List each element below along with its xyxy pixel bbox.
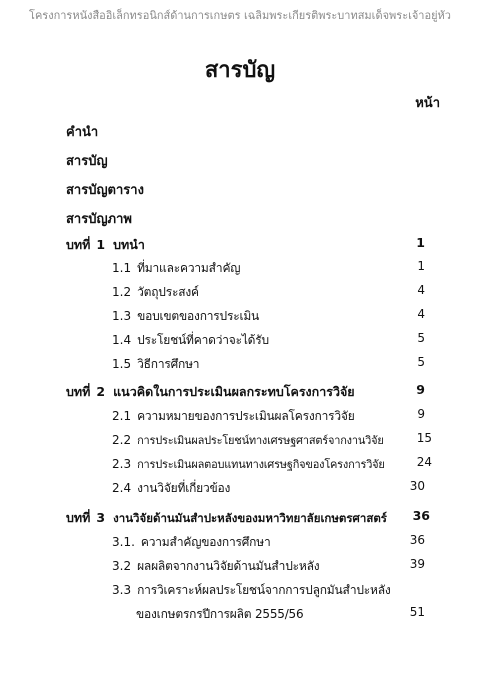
toc-entry-1-5[interactable] [112,355,425,373]
toc-entry-1-3[interactable] [112,307,425,325]
section-title: ประโยชน์ที่คาดว่าจะได้รับ [137,333,269,347]
page-number: 9 [416,382,425,397]
front-matter-figure-list[interactable]: สารบัญภาพ [66,212,132,227]
page-number: 9 [417,407,425,421]
page-number: 1 [417,259,425,273]
page-number: 30 [409,479,425,493]
toc-entry-1-2[interactable] [112,283,425,301]
section-number: 2.4 [112,481,132,495]
section-number: 3.3 [112,583,132,597]
chapter-label: บทที่ [66,384,91,399]
front-matter-preface[interactable]: คำนำ [66,125,99,140]
section-title: ขอบเขตของการประเมิน [137,309,260,323]
section-title: ผลผลิตจากงานวิจัยด้านมันสำปะหลัง [137,559,320,573]
section-number: 1.5 [112,357,132,371]
section-title: การวิเคราะห์ผลประโยชน์จากการปลูกมันสำปะหลัง [137,583,391,597]
page-number: 4 [417,307,425,321]
section-title: ความสำคัญของการศึกษา [140,535,271,549]
toc-entry-2-1[interactable] [112,407,425,425]
page-number: 5 [417,355,425,369]
section-title: การประเมินผลประโยชน์ทางเศรษฐศาสตร์จากงานวิจัย [137,434,384,447]
page-number: 1 [416,235,425,250]
chapter-number: 1 [96,237,106,252]
section-number: 2.3 [112,457,132,471]
section-title: วิธีการศึกษา [137,357,200,371]
section-title: ความหมายของการประเมินผลโครงการวิจัย [137,409,355,423]
chapter-label: บทที่ [66,237,91,252]
toc-entry-1-4[interactable] [112,331,425,349]
section-number: 1.1 [112,261,132,275]
toc-entry-2-3[interactable] [112,455,432,473]
section-title: การประเมินผลตอบแทนทางเศรษฐกิจของโครงการวิจัย [137,458,385,471]
section-number: 1.3 [112,309,132,323]
toc-entry-3-1[interactable] [112,533,425,551]
page-number: 39 [409,557,425,571]
chapter-2-entry[interactable] [66,382,425,400]
toc-entry-2-4[interactable] [112,479,425,497]
front-matter-table-list[interactable]: สารบัญตาราง [66,183,144,198]
section-title: วัตถุประสงค์ [137,285,199,299]
section-title: ที่มาและความสำคัญ [137,261,241,275]
running-header: โครงการหนังสืออิเล็กทรอนิกส์ด้านการเกษตร เฉลิมพระเกียรติพระบาทสมเด็จพระเจ้าอยู่หัว [29,9,451,22]
section-title-continued: ของเกษตรกรปีการผลิต 2555/56 [136,607,304,621]
page-title: สารบัญ [204,58,276,83]
chapter-1-entry[interactable] [66,235,425,253]
chapter-number: 2 [96,384,106,399]
toc-entry-1-1[interactable] [112,259,425,277]
page-number: 36 [409,533,425,547]
page-number: 5 [417,331,425,345]
chapter-number: 3 [96,510,106,525]
toc-entry-3-3-continued[interactable] [136,605,425,623]
section-number: 2.1 [112,409,132,423]
section-number: 1.4 [112,333,132,347]
chapter-label: บทที่ [66,510,91,525]
section-number: 1.2 [112,285,132,299]
section-number: 2.2 [112,433,132,447]
page-number: 4 [417,283,425,297]
chapter-title: แนวคิดในการประเมินผลกระทบโครงการวิจัย [113,384,355,399]
front-matter-toc[interactable]: สารบัญ [66,154,108,169]
page-number: 36 [412,508,430,523]
toc-entry-3-2[interactable] [112,557,425,575]
page-number: 15 [416,431,432,445]
chapter-title: งานวิจัยด้านมันสำปะหลังของมหาวิทยาลัยเกษตรศาสตร์ [113,511,387,525]
page-number: 51 [409,605,425,619]
toc-entry-2-2[interactable] [112,431,432,449]
toc-entry-3-3[interactable] [112,581,425,599]
page-column-label: หน้า [415,96,440,111]
chapter-title: บทนำ [113,237,145,252]
chapter-3-entry[interactable] [66,508,430,526]
section-number: 3.2 [112,559,132,573]
section-title: งานวิจัยที่เกี่ยวข้อง [137,481,231,495]
section-number: 3.1. [112,535,135,549]
page-number: 24 [416,455,432,469]
